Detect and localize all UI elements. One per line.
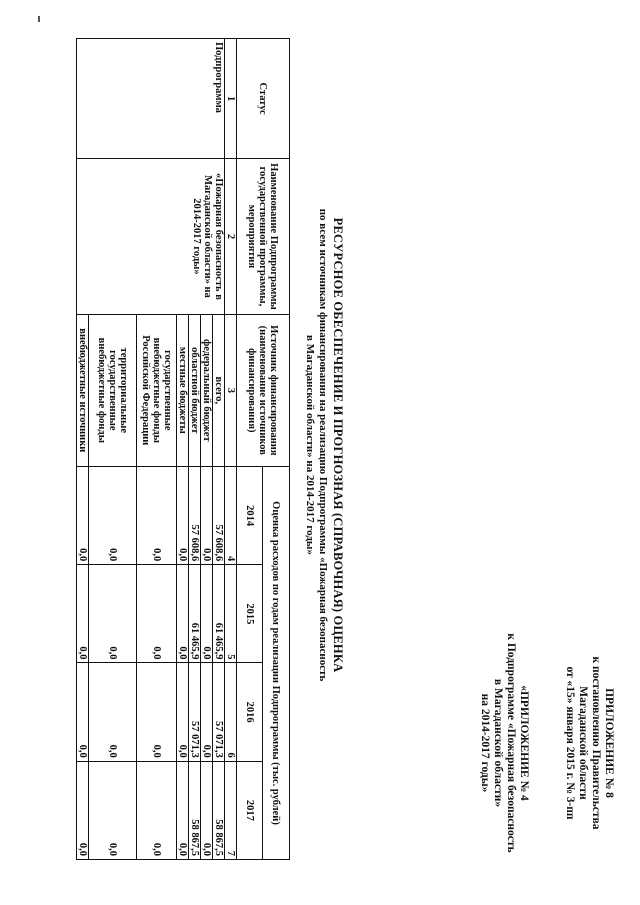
column-number: 4 — [225, 467, 237, 565]
source-cell: федеральный бюджет — [201, 314, 213, 466]
value-cell: 58 867,5 — [213, 761, 225, 859]
appendix-4-line: в Магаданской области» — [492, 678, 504, 808]
value-cell: 0,0 — [77, 761, 89, 859]
source-cell: государственные внебюджетные фонды Российской Федерации — [137, 314, 177, 466]
value-cell: 0,0 — [177, 565, 189, 663]
appendix-4-line: к Подпрограмме «Пожарная безопасность — [505, 633, 517, 853]
value-cell: 0,0 — [137, 663, 177, 761]
value-cell: 57 608,6 — [213, 467, 225, 565]
appendix-8-line: от «15» января 2015 г. № 3-пп — [564, 666, 576, 820]
source-cell: внебюджетные источники — [77, 314, 89, 466]
value-cell: 58 867,5 — [189, 761, 201, 859]
header-status: Статус — [237, 39, 290, 159]
value-cell: 0,0 — [201, 467, 213, 565]
document-title: РЕСУРСНОЕ ОБЕСПЕЧЕНИЕ И ПРОГНОЗНАЯ (СПРАВОЧНАЯ) ОЦЕНКА — [331, 217, 345, 673]
resource-table — [76, 38, 290, 860]
rotated-document-sheet — [29, 10, 635, 880]
value-cell: 0,0 — [137, 565, 177, 663]
value-cell: 0,0 — [137, 467, 177, 565]
value-cell: 0,0 — [177, 467, 189, 565]
value-cell: 0,0 — [77, 663, 89, 761]
header-source: Источник финансирования (наименование источников финансирования) — [237, 314, 290, 466]
header-name: Наименование Подпрограммы государственной программы, мероприятия — [237, 159, 290, 314]
appendix-8-line: к постановлению Правительства — [590, 656, 602, 830]
appendix-8-header — [563, 618, 615, 868]
value-cell: 0,0 — [177, 663, 189, 761]
header-year: 2015 — [237, 565, 263, 663]
value-cell: 0,0 — [137, 761, 177, 859]
header-year: 2014 — [237, 467, 263, 565]
scan-mark — [38, 16, 40, 22]
status-cell: Подпрограмма — [77, 39, 225, 159]
column-number: 3 — [225, 314, 237, 466]
table-row — [213, 39, 225, 860]
subtitle-line: по всем источникам финансирования на реализацию Подпрограммы «Пожарная безопасность — [317, 208, 329, 682]
appendix-8-line: Магаданской области — [577, 686, 589, 800]
program-name-cell: «Пожарная безопасность в Магаданской области» на 2014-2017 годы» — [77, 159, 225, 314]
source-cell: местные бюджеты — [177, 314, 189, 466]
column-number: 1 — [225, 39, 237, 159]
value-cell: 0,0 — [77, 467, 89, 565]
appendix-4-line: на 2014-2017 годы» — [479, 693, 491, 793]
appendix-8-line: ПРИЛОЖЕНИЕ № 8 — [603, 688, 615, 798]
value-cell: 0,0 — [201, 565, 213, 663]
value-cell: 0,0 — [77, 565, 89, 663]
value-cell: 61 465,9 — [189, 565, 201, 663]
column-number: 5 — [225, 565, 237, 663]
value-cell: 0,0 — [177, 761, 189, 859]
value-cell: 0,0 — [89, 663, 137, 761]
appendix-4-header — [478, 618, 530, 868]
column-number: 6 — [225, 663, 237, 761]
source-cell: территориальные государственные внебюджетные фонды — [89, 314, 137, 466]
column-number: 2 — [225, 159, 237, 314]
value-cell: 57 071,3 — [189, 663, 201, 761]
value-cell: 57 608,6 — [189, 467, 201, 565]
header-year: 2016 — [237, 663, 263, 761]
source-cell: областной бюджет — [189, 314, 201, 466]
value-cell: 0,0 — [89, 467, 137, 565]
value-cell: 0,0 — [89, 565, 137, 663]
subtitle-line: в Магаданской области» на 2014-2017 годы» — [304, 335, 316, 555]
value-cell: 0,0 — [89, 761, 137, 859]
column-number: 7 — [225, 761, 237, 859]
value-cell: 57 071,3 — [213, 663, 225, 761]
value-cell: 61 465,9 — [213, 565, 225, 663]
document-subtitle — [303, 70, 329, 820]
value-cell: 0,0 — [201, 663, 213, 761]
appendix-4-line: «ПРИЛОЖЕНИЕ № 4 — [518, 685, 530, 801]
header-estimate: Оценка расходов по годам реализации Подпрограммы (тыс. рублей) — [263, 467, 290, 860]
value-cell: 0,0 — [201, 761, 213, 859]
header-year: 2017 — [237, 761, 263, 859]
source-cell: всего, — [213, 314, 225, 466]
